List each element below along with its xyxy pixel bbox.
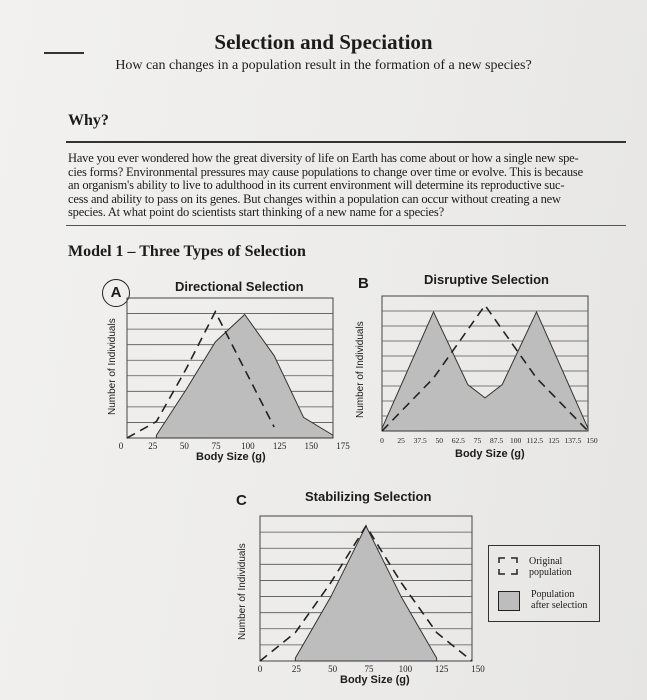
x-tick-label: 50 bbox=[328, 664, 338, 674]
chart-c-ylabel: Number of Individuals bbox=[237, 543, 248, 640]
chart-a-ylabel: Number of Individuals bbox=[107, 318, 118, 415]
x-tick-label: 150 bbox=[471, 664, 485, 674]
chart-c bbox=[248, 508, 488, 676]
model-heading: Model 1 – Three Types of Selection bbox=[68, 243, 306, 260]
x-tick-label: 25 bbox=[291, 664, 301, 674]
page-title: Selection and Speciation bbox=[214, 30, 433, 54]
x-tick-label: 112.5 bbox=[526, 436, 544, 445]
x-tick-label: 37.5 bbox=[413, 436, 427, 445]
x-tick-label: 62.5 bbox=[451, 436, 465, 445]
x-tick-label: 50 bbox=[435, 436, 444, 445]
chart-c-xlabel: Body Size (g) bbox=[340, 674, 410, 686]
why-line-4: cess and ability to pass on its genes. But changes within a population can occur without creating a new bbox=[68, 191, 561, 206]
series-after-selection-area bbox=[382, 312, 588, 431]
x-tick-label: 87.5 bbox=[489, 436, 504, 445]
series-after-selection-area bbox=[295, 526, 436, 661]
series-after-selection-area bbox=[156, 315, 333, 438]
x-tick-label: 25 bbox=[148, 441, 158, 451]
page-subtitle: How can changes in a population result in the formation of a new species? bbox=[115, 58, 532, 73]
legend-original-line-1: Original bbox=[529, 556, 563, 567]
why-line-3: an organism's ability to live to adulthood in its current environment will determine its reproductive suc- bbox=[68, 178, 565, 193]
why-top-rule bbox=[66, 141, 626, 143]
why-line-1: Have you ever wondered how the great diversity of life on Earth has come about or how a single new spe- bbox=[68, 151, 579, 165]
x-tick-label: 50 bbox=[179, 441, 189, 451]
legend-dashed-swatch bbox=[497, 556, 519, 576]
x-tick-label: 100 bbox=[241, 441, 255, 451]
legend-after-line-1: Population bbox=[531, 589, 575, 600]
why-paragraph bbox=[68, 152, 624, 220]
chart-a bbox=[115, 290, 350, 452]
legend-filled-swatch bbox=[498, 591, 520, 611]
why-bottom-rule bbox=[66, 225, 626, 226]
chart-b-xlabel: Body Size (g) bbox=[455, 448, 525, 460]
panel-a-label: A bbox=[102, 279, 130, 307]
x-tick-label: 75 bbox=[473, 436, 482, 445]
chart-a-title: Directional Selection bbox=[175, 279, 304, 294]
x-tick-label: 0 bbox=[257, 664, 263, 674]
x-tick-label: 25 bbox=[397, 436, 405, 445]
x-tick-label: 150 bbox=[304, 441, 319, 451]
x-tick-label: 100 bbox=[398, 664, 413, 674]
x-tick-label: 100 bbox=[510, 436, 522, 445]
legend-original-line-2: population bbox=[529, 567, 572, 578]
panel-c-label: C bbox=[236, 492, 247, 509]
x-tick-label: 125 bbox=[548, 436, 560, 445]
why-line-2: cies forms? Environmental pressures may cause populations to change over time or evolve. This is because bbox=[68, 164, 583, 179]
x-tick-label: 75 bbox=[364, 664, 374, 674]
why-heading: Why? bbox=[68, 112, 109, 129]
legend-original-label bbox=[529, 556, 572, 578]
x-tick-label: 125 bbox=[434, 664, 449, 674]
panel-b-label: B bbox=[358, 275, 369, 292]
x-tick-label: 0 bbox=[380, 436, 384, 445]
x-tick-label: 75 bbox=[211, 441, 221, 451]
chart-b bbox=[370, 288, 598, 448]
chart-b-ylabel: Number of Individuals bbox=[355, 321, 366, 418]
x-tick-label: 137.5 bbox=[564, 436, 582, 445]
legend bbox=[488, 545, 600, 622]
x-tick-label: 150 bbox=[586, 436, 598, 445]
chart-c-title: Stabilizing Selection bbox=[305, 489, 432, 504]
legend-after-line-2: after selection bbox=[531, 600, 588, 611]
legend-after-label bbox=[531, 589, 587, 611]
x-tick-label: 125 bbox=[272, 441, 287, 451]
chart-a-xlabel: Body Size (g) bbox=[196, 451, 266, 463]
why-line-5: species. At what point do scientists start thinking of a new name for a species? bbox=[68, 205, 444, 220]
x-tick-label: 0 bbox=[118, 441, 124, 451]
x-tick-label: 175 bbox=[336, 441, 350, 451]
chart-b-title: Disruptive Selection bbox=[424, 272, 549, 287]
